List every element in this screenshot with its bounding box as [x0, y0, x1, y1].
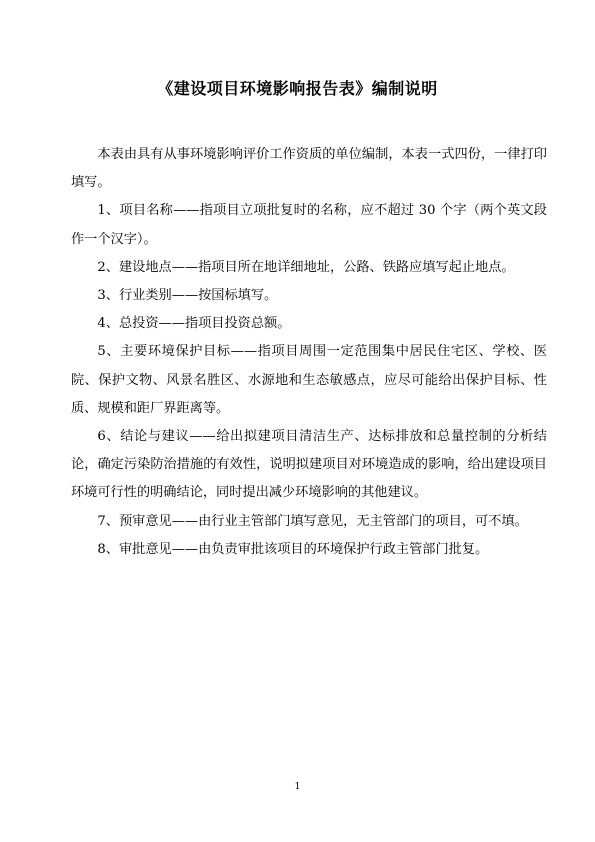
paragraph-item-8: 8、审批意见——由负责审批该项目的环境保护行政主管部门批复。: [97, 541, 489, 557]
paragraph-intro: 本表由具有从事环境影响评价工作资质的单位编制，本表一式四份，一律打印填写。: [71, 147, 547, 191]
paragraph-item-4: 4、总投资——指项目投资总额。: [97, 316, 291, 332]
paragraph-item-7: 7、预审意见——由行业主管部门填写意见，无主管部门的项目，可不填。: [97, 513, 528, 529]
page-number: 1: [294, 782, 301, 792]
document-body: [71, 141, 547, 564]
paragraph-item-6: 6、结论与建议——给出拟建项目清洁生产、达标排放和总量控制的分析结论，确定污染防治措施的有效性，说明拟建项目对环境造成的影响，给出建设项目环境可行性的明确结论，同时提出减少环境影响的其他建议。: [71, 429, 547, 501]
paragraph-item-1: 1、项目名称——指项目立项批复时的名称，应不超过 30 个字（两个英文段作一个汉字）。: [71, 203, 547, 247]
page-title: 《建设项目环境影响报告表》编制说明: [157, 79, 438, 98]
paragraph-item-3: 3、行业类别——按国标填写。: [97, 288, 278, 304]
paragraph-item-2: 2、建设地点——指项目所在地详细地址，公路、铁路应填写起止地点。: [97, 259, 515, 275]
paragraph-item-5: 5、主要环境保护目标——指项目周围一定范围集中居民住宅区、学校、医院、保护文物、风景名胜区、水源地和生态敏感点，应尽可能给出保护目标、性质、规模和距厂界距离等。: [71, 344, 547, 416]
